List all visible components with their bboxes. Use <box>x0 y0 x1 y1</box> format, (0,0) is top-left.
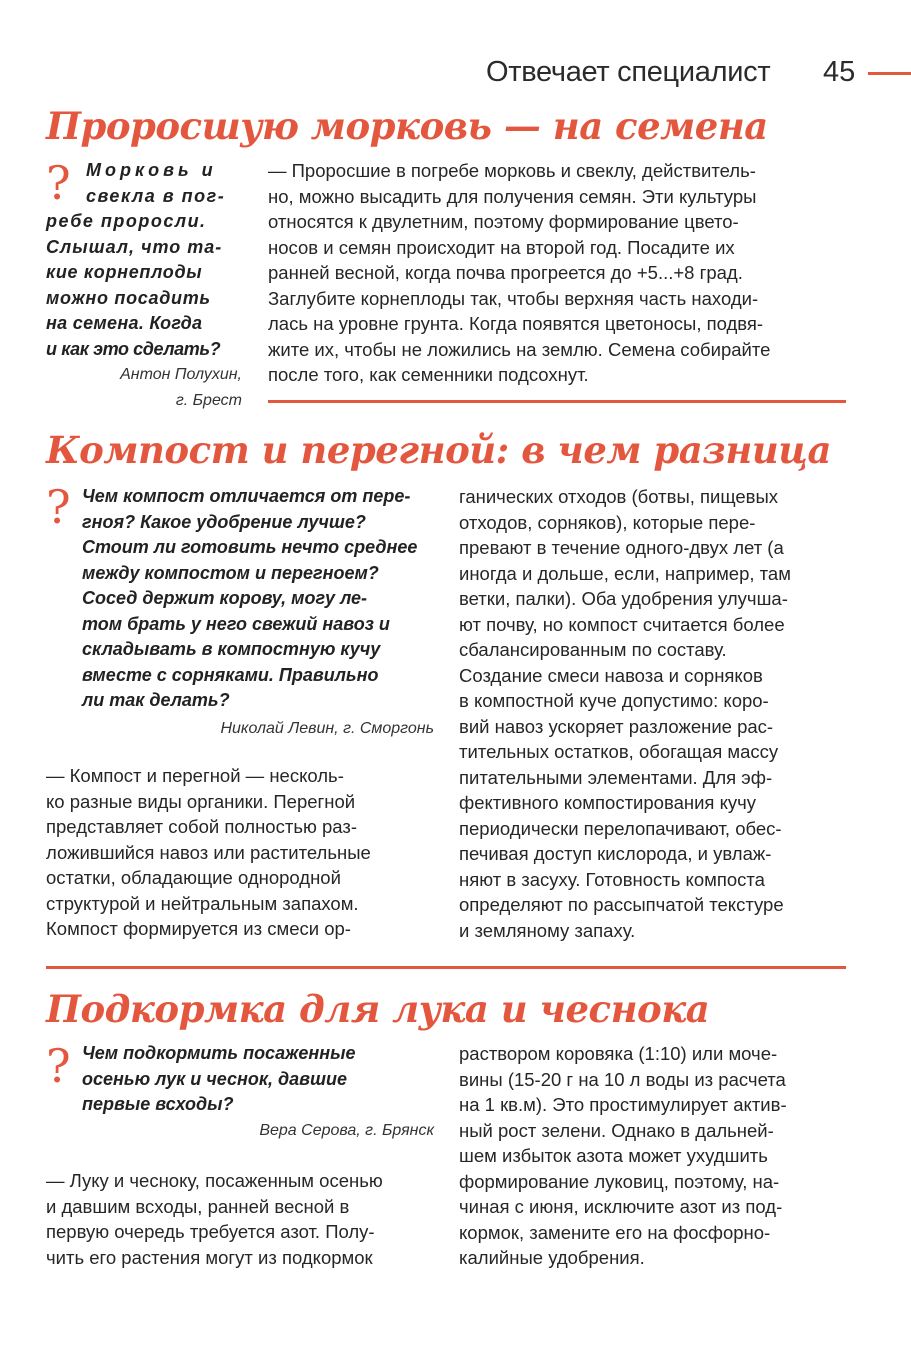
answer-line: остатки, обладающие однородной <box>46 867 341 888</box>
question-line: Чем подкормить посаженные <box>82 1043 356 1063</box>
answer-line: ветки, палки). Оба удобрения улучша- <box>459 588 788 609</box>
answer-line: превают в течение одного-двух лет (а <box>459 537 784 558</box>
question-line: кие корнеплоды <box>46 262 203 282</box>
article-title-carrot: Проросшую морковь — на семена <box>46 104 768 148</box>
question-block <box>82 484 434 741</box>
question-line: можно посадить <box>46 287 211 308</box>
question-line: на семена. Когда <box>46 313 203 333</box>
answer-line: на 1 кв.м). Это простимулирует актив- <box>459 1094 787 1115</box>
header-rule <box>868 72 911 75</box>
question-line: складывать в компостную кучу <box>82 639 381 659</box>
question-text <box>82 484 434 714</box>
answer-line: — Проросшие в погребе морковь и свеклу, действитель- <box>268 160 756 181</box>
article-title-compost: Компост и перегной: в чем разница <box>46 428 831 472</box>
answer-line: носов и семян происходит на второй год. Посадите их <box>268 236 735 258</box>
article-title-onion: Подкормка для лука и чеснока <box>46 987 710 1031</box>
answer-line: фективного компостирования кучу <box>459 792 757 813</box>
answer-line: вины (15-20 г на 10 л воды из расчета <box>459 1068 786 1090</box>
answer-line: Заглубите корнеплоды так, чтобы верхняя часть находи- <box>268 287 759 309</box>
answer-text-right <box>459 484 851 943</box>
answer-line: печивая доступ кислорода, и увлаж- <box>459 843 772 864</box>
answer-line: тительных остатков, обогащая массу <box>459 741 779 762</box>
answer-line: няют в засуху. Готовность компоста <box>459 868 765 890</box>
author: Вера Серова, г. Брянск <box>259 1121 434 1139</box>
question-line: Стоит ли готовить нечто среднее <box>82 537 418 557</box>
answer-line: но, можно высадить для получения семян. Эти культуры <box>268 185 757 207</box>
answer-line: ложившийся навоз или растительные <box>46 841 371 863</box>
question-line: Сосед держит корову, могу ле- <box>82 588 368 608</box>
question-line: гноя? Какое удобрение лучше? <box>82 511 366 532</box>
answer-line: ганических отходов (ботвы, пищевых <box>459 486 779 507</box>
author-city: г. Брест <box>175 391 242 409</box>
answer-line: структурой и нейтральным запахом. <box>46 892 359 914</box>
answer-line: Компост формируется из смеси ор- <box>46 918 351 939</box>
question-line: и как это сделать? <box>46 338 221 359</box>
answer-text-left <box>46 763 438 942</box>
answer-text-left <box>46 1168 438 1270</box>
answer-line: формирование луковиц, поэтому, на- <box>459 1170 780 1192</box>
question-line: Морковь и <box>86 160 217 180</box>
answer-line: чить его растения могут из подкормок <box>46 1246 373 1268</box>
question-text <box>46 158 242 362</box>
question-line: между компостом и перегноем? <box>82 562 379 583</box>
question-mark-icon: ? <box>46 1039 71 1093</box>
answer-text <box>268 158 848 388</box>
question-block <box>82 1041 434 1143</box>
question-line: Слышал, что та- <box>46 236 223 257</box>
question-mark-icon: ? <box>46 480 71 534</box>
answer-line: кормок, замените его на фосфорно- <box>459 1221 771 1243</box>
answer-line: ют почву, но компост считается более <box>459 613 785 635</box>
answer-line: и давшим всходы, ранней весной в <box>46 1195 350 1217</box>
answer-line: после того, как семенники подсохнут. <box>268 364 589 385</box>
answer-line: ко разные виды органики. Перегной <box>46 790 356 812</box>
question-line: свекла в пог- <box>86 185 226 206</box>
question-line: ли так делать? <box>82 690 230 710</box>
answer-line: шем избыток азота может ухудшить <box>459 1145 768 1166</box>
answer-line: чиная с июня, исключите азот из под- <box>459 1196 783 1217</box>
answer-line: сбалансированным по составу. <box>459 639 727 660</box>
answer-line: представляет собой полностью раз- <box>46 816 357 837</box>
answer-line: жите их, чтобы не ложились на землю. Семена собирайте <box>268 338 771 360</box>
question-line: ребе проросли. <box>46 211 207 231</box>
answer-line: первую очередь требуется азот. Полу- <box>46 1221 375 1242</box>
answer-line: в компостной куче допустимо: коро- <box>459 690 769 711</box>
answer-line: — Компост и перегной — несколь- <box>46 765 344 786</box>
answer-line: раствором коровяка (1:10) или моче- <box>459 1043 778 1064</box>
section-divider <box>268 400 846 403</box>
answer-line: определяют по рассыпчатой текстуре <box>459 894 784 915</box>
answer-line: Создание смеси навоза и сорняков <box>459 664 763 686</box>
answer-text-right <box>459 1041 851 1271</box>
question-line: том брать у него свежий навоз и <box>82 613 390 634</box>
author-name: Антон Полухин, <box>120 366 242 383</box>
answer-line: иногда и дольше, если, например, там <box>459 562 791 584</box>
answer-line: ранней весной, когда почва прогреется до +5...+8 град. <box>268 262 743 283</box>
answer-line: отходов, сорняков), которые пере- <box>459 511 756 533</box>
answer-line: калийные удобрения. <box>459 1247 645 1268</box>
answer-line: ный рост зелени. Однако в дальней- <box>459 1119 774 1141</box>
question-text <box>82 1041 434 1118</box>
author: Николай Левин, г. Сморгонь <box>220 719 434 737</box>
section-title: Отвечает специалист <box>486 56 771 88</box>
question-line: первые всходы? <box>82 1094 234 1114</box>
answer-line: периодически перелопачивают, обес- <box>459 817 782 839</box>
page-number: 45 <box>823 56 856 88</box>
question-line: Чем компост отличается от пере- <box>82 486 411 506</box>
answer-line: и земляному запаху. <box>459 919 636 941</box>
answer-line: лась на уровне грунта. Когда появятся цветоносы, подвя- <box>268 313 764 334</box>
answer-line: — Луку и чесноку, посаженным осенью <box>46 1170 383 1191</box>
question-line: осенью лук и чеснок, давшие <box>82 1068 347 1089</box>
question-block <box>46 158 242 413</box>
question-line: вместе с сорняками. Правильно <box>82 664 379 685</box>
section-divider <box>46 966 846 969</box>
question-mark-icon: ? <box>46 156 71 210</box>
answer-line: вий навоз ускоряет разложение рас- <box>459 715 774 737</box>
answer-line: относятся к двулетним, поэтому формирование цвето- <box>268 211 739 232</box>
answer-line: питательными элементами. Для эф- <box>459 766 773 788</box>
